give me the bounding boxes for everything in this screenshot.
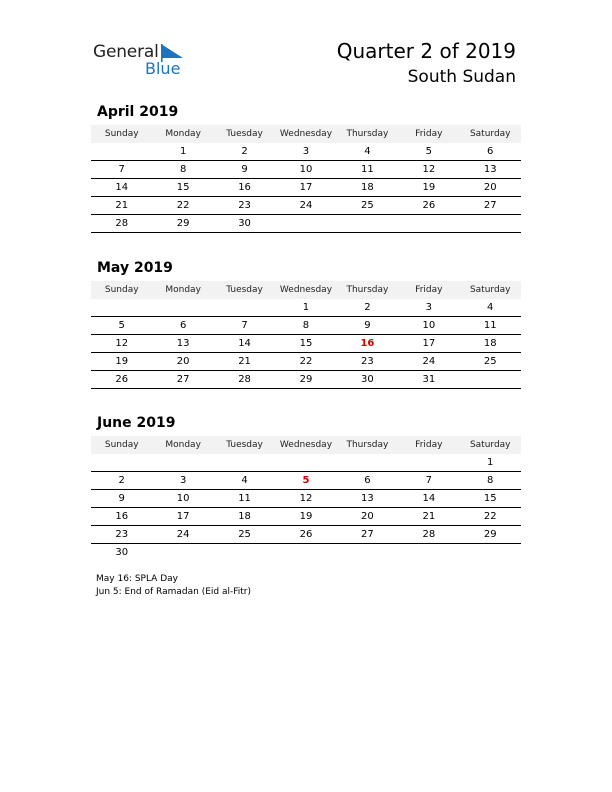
day-cell: 13	[483, 164, 497, 175]
day-cell: 14	[238, 338, 251, 349]
day-cell	[398, 454, 459, 471]
week-row	[91, 335, 521, 353]
day-cell	[398, 215, 459, 232]
holiday-notes	[96, 573, 251, 599]
day-cell: 19	[422, 182, 436, 193]
day-cell: 21	[115, 200, 129, 211]
weekday-label: Monday	[165, 440, 201, 450]
day-cell: 11	[361, 164, 374, 175]
day-cell: 23	[115, 529, 129, 540]
weekday-label: Thursday	[346, 285, 389, 295]
holiday-day-cell: 16	[360, 338, 375, 349]
day-cell: 25	[483, 356, 497, 367]
day-cell	[152, 454, 213, 471]
weekday-label: Sunday	[104, 440, 139, 450]
day-cell: 10	[422, 320, 436, 331]
day-cell: 21	[238, 356, 251, 367]
month-title: May 2019	[97, 260, 173, 276]
day-cell: 11	[483, 320, 497, 331]
day-cell: 6	[179, 320, 187, 331]
holiday-note: Jun 5: End of Ramadan (Eid al-Fitr)	[96, 587, 251, 597]
day-cell: 19	[115, 356, 129, 367]
day-cell: 7	[241, 320, 248, 331]
day-cell: 3	[425, 302, 432, 313]
week-row	[91, 197, 521, 215]
day-cell: 30	[238, 218, 251, 229]
day-cell: 30	[361, 374, 374, 385]
page-title: Quarter 2 of 2019	[336, 39, 516, 63]
weekday-label: Thursday	[346, 440, 389, 450]
weekday-label: Wednesday	[279, 285, 333, 295]
week-row	[91, 215, 521, 233]
week-row	[91, 299, 521, 317]
day-cell: 9	[364, 320, 371, 331]
weekday-label: Saturday	[469, 285, 511, 295]
day-cell	[152, 544, 213, 561]
weekday-label: Thursday	[346, 129, 389, 139]
day-cell: 7	[425, 475, 432, 486]
day-cell	[214, 299, 275, 316]
day-cell: 29	[176, 218, 190, 229]
month-calendar-june	[91, 415, 521, 561]
day-cell: 26	[422, 200, 436, 211]
day-cell: 28	[238, 374, 251, 385]
day-cell	[337, 544, 398, 561]
day-cell: 13	[176, 338, 190, 349]
day-cell: 13	[361, 493, 374, 504]
day-cell: 14	[115, 182, 129, 193]
day-cell: 18	[238, 511, 251, 522]
day-cell: 27	[176, 374, 190, 385]
weekday-label: Tuesday	[226, 440, 263, 450]
day-cell: 17	[176, 511, 190, 522]
day-cell: 24	[176, 529, 190, 540]
day-cell	[460, 371, 521, 388]
weekday-header-row	[91, 125, 521, 143]
weekday-label: Friday	[415, 285, 443, 295]
day-cell: 27	[483, 200, 497, 211]
day-cell: 22	[299, 356, 313, 367]
week-row	[91, 161, 521, 179]
day-cell	[275, 215, 336, 232]
logo-text-blue: Blue	[145, 59, 181, 78]
day-cell: 17	[422, 338, 436, 349]
week-row	[91, 508, 521, 526]
generalblue-logo	[93, 40, 203, 80]
weekday-label: Tuesday	[226, 285, 263, 295]
day-cell: 9	[241, 164, 248, 175]
day-cell: 4	[364, 146, 371, 157]
month-calendar-april	[91, 104, 521, 233]
week-row	[91, 317, 521, 335]
weekday-label: Saturday	[469, 129, 511, 139]
day-cell	[275, 544, 336, 561]
day-cell: 25	[361, 200, 374, 211]
day-cell: 1	[487, 457, 494, 468]
day-cell: 24	[299, 200, 313, 211]
day-cell: 31	[422, 374, 436, 385]
month-title: April 2019	[97, 104, 179, 120]
day-cell: 18	[361, 182, 374, 193]
holiday-note: May 16: SPLA Day	[96, 574, 178, 584]
day-cell: 7	[118, 164, 125, 175]
weekday-label: Wednesday	[279, 440, 333, 450]
day-cell: 29	[299, 374, 313, 385]
day-cell	[398, 544, 459, 561]
holiday-day-cell: 5	[302, 475, 310, 486]
day-cell: 15	[176, 182, 190, 193]
day-cell: 15	[483, 493, 497, 504]
weekday-label: Sunday	[104, 129, 139, 139]
day-cell: 28	[115, 218, 129, 229]
day-cell	[214, 454, 275, 471]
week-row	[91, 454, 521, 472]
day-cell: 10	[299, 164, 313, 175]
day-cell: 9	[118, 493, 125, 504]
day-cell: 27	[361, 529, 374, 540]
day-cell: 8	[487, 475, 494, 486]
day-cell: 24	[422, 356, 436, 367]
day-cell	[152, 299, 213, 316]
day-cell: 16	[115, 511, 129, 522]
week-row	[91, 353, 521, 371]
day-cell: 10	[176, 493, 190, 504]
day-cell: 23	[361, 356, 374, 367]
day-cell: 19	[299, 511, 313, 522]
day-cell	[91, 454, 152, 471]
day-cell: 25	[238, 529, 251, 540]
week-row	[91, 526, 521, 544]
logo-text-general: General	[93, 42, 159, 62]
day-cell: 26	[115, 374, 129, 385]
page-subtitle: South Sudan	[407, 67, 516, 87]
weekday-label: Wednesday	[279, 129, 333, 139]
month-calendar-may	[91, 260, 521, 389]
weekday-label: Saturday	[469, 440, 511, 450]
day-cell: 6	[364, 475, 371, 486]
day-cell: 26	[299, 529, 313, 540]
weekday-header-row	[91, 436, 521, 454]
weekday-label: Friday	[415, 129, 443, 139]
weekday-label: Tuesday	[226, 129, 263, 139]
day-cell: 5	[425, 146, 432, 157]
day-cell: 12	[299, 493, 313, 504]
day-cell: 17	[299, 182, 313, 193]
day-cell	[460, 215, 521, 232]
week-row	[91, 371, 521, 389]
day-cell: 8	[302, 320, 310, 331]
day-cell: 11	[238, 493, 251, 504]
week-row	[91, 143, 521, 161]
day-cell: 1	[179, 146, 187, 157]
week-row	[91, 544, 521, 561]
day-cell: 14	[422, 493, 436, 504]
day-cell	[91, 143, 152, 160]
day-cell	[91, 299, 152, 316]
day-cell: 6	[487, 146, 494, 157]
week-row	[91, 472, 521, 490]
day-cell: 28	[422, 529, 436, 540]
day-cell: 29	[483, 529, 497, 540]
day-cell: 2	[241, 146, 248, 157]
month-title: June 2019	[97, 415, 176, 431]
day-cell	[214, 544, 275, 561]
day-cell: 15	[299, 338, 313, 349]
day-cell: 18	[483, 338, 497, 349]
day-cell	[275, 454, 336, 471]
day-cell: 16	[238, 182, 251, 193]
weekday-header-row	[91, 281, 521, 299]
week-row	[91, 490, 521, 508]
day-cell: 5	[118, 320, 125, 331]
day-cell: 12	[115, 338, 129, 349]
week-row	[91, 179, 521, 197]
weekday-label: Monday	[165, 129, 201, 139]
day-cell: 20	[176, 356, 190, 367]
day-cell: 3	[302, 146, 310, 157]
day-cell: 30	[115, 547, 129, 558]
weekday-label: Friday	[415, 440, 443, 450]
day-cell	[337, 454, 398, 471]
day-cell: 22	[483, 511, 497, 522]
day-cell: 12	[422, 164, 436, 175]
day-cell: 20	[483, 182, 497, 193]
day-cell: 2	[364, 302, 371, 313]
day-cell: 4	[487, 302, 494, 313]
day-cell: 20	[361, 511, 374, 522]
weekday-label: Sunday	[104, 285, 139, 295]
weekday-label: Monday	[165, 285, 201, 295]
day-cell: 8	[179, 164, 187, 175]
day-cell: 22	[176, 200, 190, 211]
day-cell	[460, 544, 521, 561]
day-cell: 23	[238, 200, 251, 211]
day-cell: 1	[302, 302, 310, 313]
day-cell: 21	[422, 511, 436, 522]
day-cell: 2	[118, 475, 125, 486]
day-cell	[337, 215, 398, 232]
day-cell: 3	[179, 475, 187, 486]
day-cell: 4	[241, 475, 248, 486]
